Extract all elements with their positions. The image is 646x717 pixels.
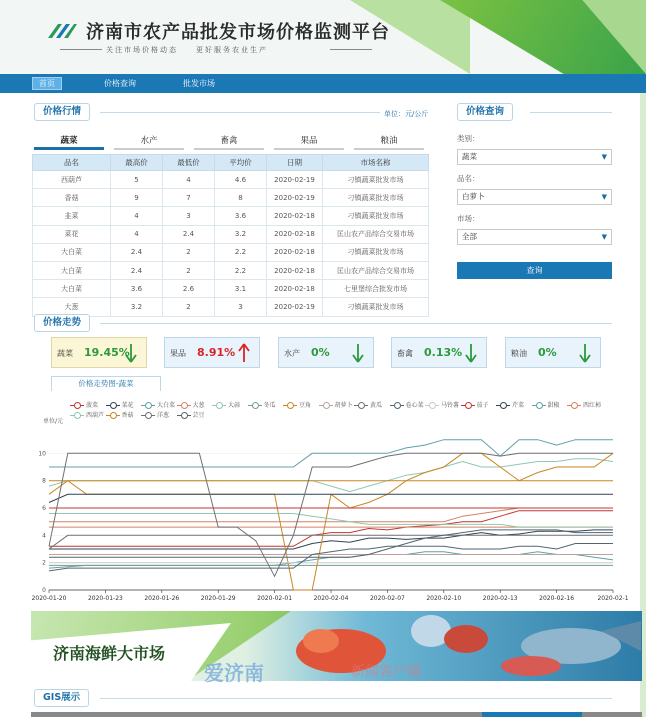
- query-section-title: 价格查询: [457, 103, 513, 121]
- site-title: 济南市农产品批发市场价格监测平台: [86, 22, 390, 43]
- tab-fruit[interactable]: 果品: [274, 134, 344, 150]
- table-row: [33, 171, 429, 189]
- series-line: [49, 453, 613, 576]
- price-table-container[interactable]: [32, 154, 428, 310]
- legend-label: 香菇: [121, 412, 134, 419]
- table-cell: 7: [163, 189, 215, 207]
- table-cell: 2.2: [215, 261, 267, 279]
- table-cell: 4: [111, 207, 163, 225]
- x-tick-label: 2020-01-23: [87, 595, 123, 602]
- legend-label: 茄子: [476, 402, 489, 409]
- main-nav: [0, 74, 646, 93]
- table-cell: 4: [163, 171, 215, 189]
- gis-section-title: GIS展示: [34, 689, 89, 707]
- x-tick-label: 2020-01-29: [200, 595, 236, 602]
- price-unit: 单位：元/公斤: [384, 110, 429, 118]
- table-cell: 2.4: [163, 225, 215, 243]
- table-cell: 2020-02-18: [267, 225, 323, 243]
- series-line: [49, 508, 613, 522]
- table-row: [33, 243, 429, 261]
- trend-card-value: 19.45%: [84, 346, 130, 359]
- dropdown-arrow-icon: ▼: [601, 193, 607, 201]
- table-row: [33, 261, 429, 279]
- y-axis-label: 单位/元: [43, 418, 64, 425]
- table-header-cell: 市场名称: [323, 155, 429, 171]
- table-cell: 3.2: [111, 298, 163, 316]
- x-tick-label: 2020-01-20: [31, 595, 67, 602]
- table-cell: 3: [163, 207, 215, 225]
- table-cell: 9: [111, 189, 163, 207]
- trend-card[interactable]: [505, 337, 601, 368]
- table-cell: 2: [163, 243, 215, 261]
- price-section-title: 价格行情: [34, 103, 90, 121]
- table-cell: 菜花: [33, 225, 111, 243]
- table-cell: 大白菜: [33, 280, 111, 298]
- table-row: [33, 225, 429, 243]
- table-cell: 3.2: [215, 225, 267, 243]
- product-select[interactable]: [457, 189, 612, 205]
- watermark-text: 新闻客户端: [351, 664, 421, 680]
- table-cell: 2020-02-19: [267, 298, 323, 316]
- category-select-value: 蔬菜: [462, 152, 477, 161]
- table-cell: 3: [215, 298, 267, 316]
- table-cell: 2.2: [215, 243, 267, 261]
- legend-label: 西红柿: [583, 402, 602, 409]
- table-cell: 3.1: [215, 280, 267, 298]
- trend-card[interactable]: [391, 337, 487, 368]
- table-cell: 3.6: [111, 280, 163, 298]
- table-cell: 5: [111, 171, 163, 189]
- legend-label: 芸豆: [192, 412, 205, 419]
- y-tick-label: 8: [42, 477, 46, 485]
- x-tick-label: 2020-02-04: [313, 595, 349, 602]
- table-cell: 3.6: [215, 207, 267, 225]
- table-header-cell: 最低价: [163, 155, 215, 171]
- tab-aquatic[interactable]: 水产: [114, 134, 184, 150]
- trend-card-value: 0.13%: [424, 346, 463, 359]
- trend-card-name: 畜禽: [397, 349, 413, 358]
- series-line: [49, 459, 613, 492]
- arrow-down-icon: [124, 342, 138, 364]
- nav-home[interactable]: 首页: [32, 77, 62, 90]
- banner-title: 济南海鲜大市场: [53, 644, 166, 663]
- watermark-logo: 爱济南: [204, 661, 264, 685]
- y-tick-label: 10: [38, 450, 46, 458]
- table-cell: 刁镇蔬菜批发市场: [323, 207, 429, 225]
- trend-card-name: 蔬菜: [57, 349, 73, 358]
- table-cell: 韭菜: [33, 207, 111, 225]
- table-cell: 大葱: [33, 298, 111, 316]
- site-logo: [46, 20, 78, 42]
- x-tick-label: 2020-02-13: [482, 595, 518, 602]
- table-cell: 刁镇蔬菜批发市场: [323, 171, 429, 189]
- legend-label: 洋葱: [157, 412, 170, 419]
- table-cell: 4: [111, 225, 163, 243]
- legend-label: 菜花: [121, 402, 134, 409]
- dropdown-arrow-icon: ▼: [601, 233, 607, 241]
- table-cell: 七里堡综合批发市场: [323, 280, 429, 298]
- dropdown-arrow-icon: ▼: [601, 153, 607, 161]
- table-header-cell: 最高价: [111, 155, 163, 171]
- table-row: [33, 207, 429, 225]
- table-cell: 2: [163, 261, 215, 279]
- slogan-divider: [60, 49, 102, 50]
- table-row: [33, 280, 429, 298]
- trend-card[interactable]: [278, 337, 374, 368]
- table-header-cell: 日期: [267, 155, 323, 171]
- legend-label: 卷心菜: [405, 402, 424, 409]
- table-header-cell: 品名: [33, 155, 111, 171]
- table-cell: 大白菜: [33, 243, 111, 261]
- table-cell: 2020-02-18: [267, 207, 323, 225]
- table-cell: 香菇: [33, 189, 111, 207]
- x-tick-label: 2020-02-16: [539, 595, 575, 602]
- legend-label: 冬瓜: [263, 402, 276, 409]
- table-cell: 2020-02-18: [267, 243, 323, 261]
- market-label: 市场：: [457, 214, 480, 223]
- legend-label: 芹菜: [512, 402, 525, 409]
- table-cell: 西葫芦: [33, 171, 111, 189]
- trend-card-name: 果品: [170, 349, 186, 358]
- y-tick-label: 6: [42, 505, 46, 512]
- slogan-divider: [330, 49, 372, 50]
- table-cell: 8: [215, 189, 267, 207]
- trend-section-title: 价格走势: [34, 314, 90, 332]
- table-cell: 2.4: [111, 261, 163, 279]
- arrow-down-icon: [351, 342, 365, 364]
- legend-label: 大蒜: [228, 402, 241, 409]
- trend-card[interactable]: [51, 337, 147, 368]
- legend-label: 马铃薯: [441, 402, 460, 409]
- seafood-image: [281, 611, 642, 681]
- table-cell: 刁镇蔬菜批发市场: [323, 298, 429, 316]
- gis-map-preview[interactable]: [31, 712, 642, 717]
- y-tick-label: 2: [42, 559, 46, 567]
- chart-tab[interactable]: 价格走势图-蔬菜: [51, 376, 161, 391]
- category-label: 类别：: [457, 134, 480, 143]
- trend-card-name: 水产: [284, 349, 300, 358]
- table-cell: 大白菜: [33, 261, 111, 279]
- seafood-market-banner[interactable]: [31, 611, 642, 685]
- legend-label: 甜椒: [547, 402, 560, 409]
- section-divider: [100, 698, 612, 699]
- price-trend-chart: [31, 390, 629, 604]
- product-label: 品名：: [457, 174, 480, 183]
- table-cell: 匡山农产品综合交易市场: [323, 225, 429, 243]
- x-tick-label: 2020-02-07: [369, 595, 405, 602]
- market-select[interactable]: [457, 229, 612, 245]
- table-row: [33, 298, 429, 316]
- section-divider: [100, 323, 612, 324]
- table-cell: 2020-02-18: [267, 280, 323, 298]
- tab-livestock[interactable]: 畜禽: [194, 134, 264, 150]
- table-cell: 2020-02-19: [267, 189, 323, 207]
- trend-card-name: 粮油: [511, 349, 527, 358]
- series-line: [49, 535, 613, 549]
- y-tick-label: 4: [42, 532, 46, 540]
- arrow-down-icon: [578, 342, 592, 364]
- table-cell: 2.6: [163, 280, 215, 298]
- legend-label: 菠菜: [86, 402, 99, 409]
- tab-vegetables[interactable]: 蔬菜: [34, 134, 104, 150]
- table-cell: 刁镇蔬菜批发市场: [323, 189, 429, 207]
- price-table: [32, 154, 429, 317]
- legend-label: 大葱: [192, 402, 205, 409]
- x-tick-label: 2020-01-26: [144, 595, 180, 602]
- page-header: [0, 0, 646, 74]
- product-select-value: 白萝卜: [462, 192, 485, 201]
- nav-price-query[interactable]: 价格查询: [104, 79, 136, 88]
- trend-card[interactable]: [164, 337, 260, 368]
- tab-grain-oil[interactable]: 粮油: [354, 134, 424, 150]
- y-tick-label: 0: [42, 587, 46, 594]
- legend-label: 大白菜: [157, 402, 176, 409]
- category-tabs: [34, 134, 428, 150]
- table-header-cell: 平均价: [215, 155, 267, 171]
- legend-label: 胡萝卜: [334, 402, 353, 409]
- trend-card-value: 0%: [311, 346, 330, 359]
- legend-label: 黄瓜: [370, 402, 383, 409]
- table-cell: 2020-02-18: [267, 261, 323, 279]
- x-tick-label: 2020-02-1: [597, 595, 629, 602]
- site-slogan: 关注市场价格动态 更好服务农业生产: [106, 46, 268, 54]
- legend-label: 豆角: [299, 402, 312, 409]
- trend-card-value: 8.91%: [197, 346, 236, 359]
- table-cell: 刁镇蔬菜批发市场: [323, 243, 429, 261]
- query-button[interactable]: 查询: [457, 262, 612, 279]
- arrow-down-icon: [464, 342, 478, 364]
- table-cell: 2.4: [111, 243, 163, 261]
- x-tick-label: 2020-02-10: [426, 595, 462, 602]
- section-divider: [100, 112, 380, 113]
- table-cell: 4.6: [215, 171, 267, 189]
- gis-map-accent: [482, 712, 582, 717]
- table-cell: 2020-02-19: [267, 171, 323, 189]
- table-cell: 2: [163, 298, 215, 316]
- trend-card-value: 0%: [538, 346, 557, 359]
- x-tick-label: 2020-02-01: [257, 595, 293, 602]
- market-select-value: 全部: [462, 232, 477, 241]
- table-row: [33, 189, 429, 207]
- nav-wholesale-market[interactable]: 批发市场: [183, 79, 215, 88]
- category-select[interactable]: [457, 149, 612, 165]
- legend-label: 西葫芦: [86, 412, 105, 419]
- section-divider: [530, 112, 612, 113]
- arrow-up-icon: [237, 342, 251, 364]
- table-cell: 匡山农产品综合交易市场: [323, 261, 429, 279]
- series-line: [49, 514, 613, 528]
